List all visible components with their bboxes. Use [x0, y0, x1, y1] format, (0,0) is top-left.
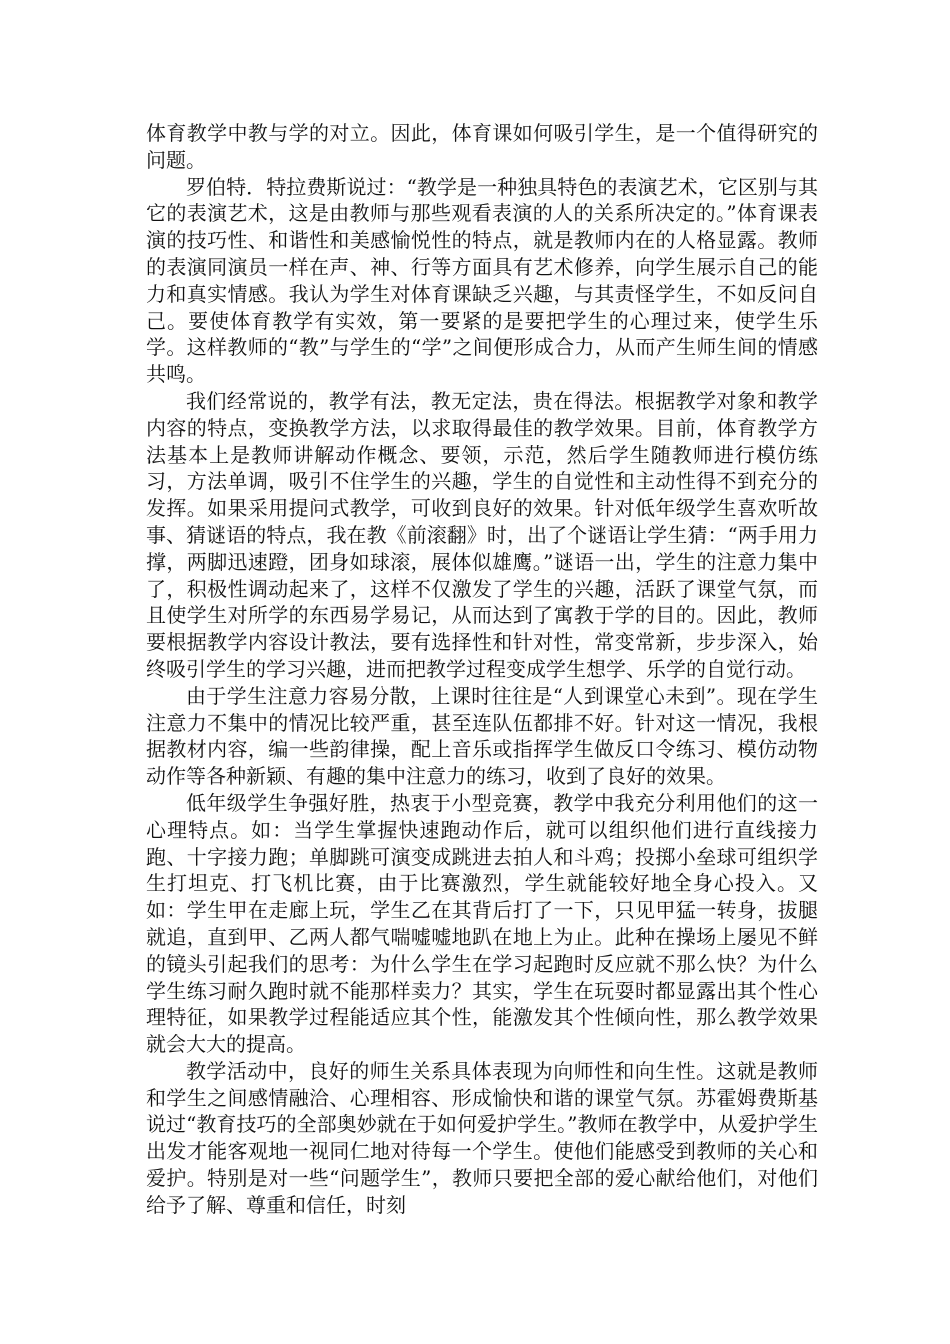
document-page — [146, 120, 818, 1219]
paragraph-2: 罗伯特．特拉费斯说过：“教学是一种独具特色的表演艺术，它区别与其它的表演艺术，这是由教师与那些观看表演的人的关系所决定的。”体育课表演的技巧性、和谐性和美感愉悦性的特点，就是教师内在的人格显露。教师的表演同演员一样在声、神、行等方面具有艺术修养，向学生展示自己的能力和真实情感。我认为学生对体育课缺乏兴趣，与其责怪学生，不如反问自己。要使体育教学有实效，第一要紧的是要把学生的心理过来，使学生乐学。这样教师的“教”与学生的“学”之间便形成合力，从而产生师生间的情感共鸣。 — [146, 174, 818, 387]
paragraph-5: 低年级学生争强好胜，热衷于小型竞赛，教学中我充分利用他们的这一心理特点。如：当学生掌握快速跑动作后，就可以组织他们进行直线接力跑、十字接力跑；单脚跳可演变成跳进去拍人和斗鸡；投掷小垒球可组织学生打坦克、打飞机比赛，由于比赛激烈，学生就能较好地全身心投入。又如：学生甲在走廊上玩，学生乙在其背后打了一下，只见甲猛一转身，拔腿就追，直到甲、乙两人都气喘嘘嘘地趴在地上为止。此种在操场上屡见不鲜的镜头引起我们的思考：为什么学生在学习起跑时反应就不那么快？为什么学生练习耐久跑时就不能那样卖力？其实，学生在玩耍时都显露出其个性心理特征，如果教学过程能适应其个性，能激发其个性倾向性，那么教学效果就会大大的提高。 — [146, 790, 818, 1057]
paragraph-6: 教学活动中，良好的师生关系具体表现为向师性和向生性。这就是教师和学生之间感情融洽、心理相容、形成愉快和谐的课堂气氛。苏霍姆费斯基说过“教育技巧的全部奥妙就在于如何爱护学生。”教师在教学中，从爱护学生出发才能客观地一视同仁地对待每一个学生。使他们能感受到教师的关心和爱护。特别是对一些“问题学生”，教师只要把全部的爱心献给他们，对他们给予了解、尊重和信任，时刻 — [146, 1058, 818, 1217]
paragraph-3: 我们经常说的，教学有法，教无定法，贵在得法。根据教学对象和教学内容的特点，变换教学方法，以求取得最佳的教学效果。目前，体育教学方法基本上是教师讲解动作概念、要领，示范，然后学生随教师进行模仿练习，方法单调，吸引不住学生的兴趣，学生的自觉性和主动性得不到充分的发挥。如果采用提问式教学，可收到良好的效果。针对低年级学生喜欢听故事、猜谜语的特点，我在教《前滚翻》时，出了个谜语让学生猜：“两手用力撑，两脚迅速蹬，团身如球滚，展体似雄鹰。”谜语一出，学生的注意力集中了，积极性调动起来了，这样不仅激发了学生的兴趣，活跃了课堂气氛，而且使学生对所学的东西易学易记，从而达到了寓教于学的目的。因此，教师要根据教学内容设计教法，要有选择性和针对性，常变常新，步步深入，始终吸引学生的学习兴趣，进而把教学过程变成学生想学、乐学的自觉行动。 — [146, 388, 818, 681]
paragraph-1: 体育教学中教与学的对立。因此，体育课如何吸引学生，是一个值得研究的问题。 — [146, 121, 818, 172]
paragraph-4: 由于学生注意力容易分散，上课时往往是“人到课堂心未到”。现在学生注意力不集中的情况比较严重，甚至连队伍都排不好。针对这一情况，我根据教材内容，编一些韵律操，配上音乐或指挥学生做反口令练习、模仿动物动作等各种新颖、有趣的集中注意力的练习，收到了良好的效果。 — [146, 683, 818, 789]
